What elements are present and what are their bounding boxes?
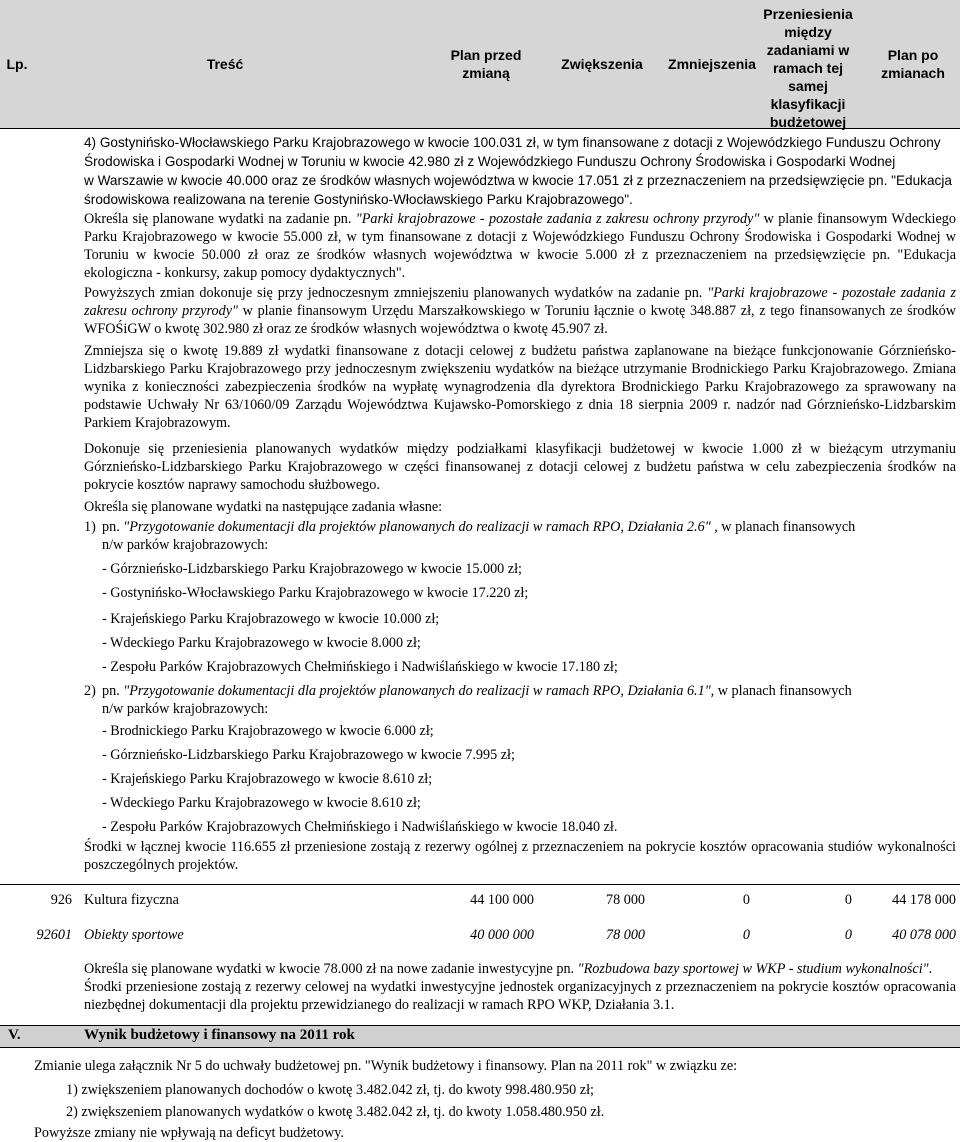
header-plan-przed: Plan przed zmianą [450, 47, 522, 81]
row-926-zwiekszenia: 78 000 [605, 892, 645, 908]
para8-line2: Środki przeniesione zostają z rezerwy celowej na wydatki inwestycyjne jednostek organizacyjnych z przeznaczeniem na pokrycie kosztów opracowania niezbędnej dokumentacji dla projektu przewidzianego do realizacji w ramach RPO WKP, Działania 3.1. [84, 979, 956, 1013]
row-926-plan-po: 44 178 000 [892, 892, 956, 908]
para2-task-name: "Parki krajobrazowe - pozostałe zadania z zakresu ochrony przyrody" [355, 211, 760, 227]
item2-park: - Brodnickiego Parku Krajobrazowego w kwocie 6.000 zł; [102, 723, 434, 739]
header-zmniejszenia: Zmniejszenia [668, 56, 756, 72]
para1-line4: środowiskowa realizowana na terenie Gostynińsko-Włocławskiego Parku Krajobrazowego". [84, 192, 633, 207]
header-zwiekszenia: Zwiększenia [561, 56, 643, 72]
item2-park: - Zespołu Parków Krajobrazowych Chełmińskiego i Nadwiślańskiego w kwocie 18.040 zł. [102, 819, 618, 835]
para1-line3: w Warszawie w kwocie 40.000 oraz ze środków własnych województwa w kwocie 17.051 zł z przeznaczeniem na przedsięwzięcie pn. "Edukacja [84, 173, 952, 188]
item1-park: - Krajeńskiego Parku Krajobrazowego w kwocie 10.000 zł; [102, 611, 440, 627]
row-926-tresc: Kultura fizyczna [84, 892, 179, 908]
para4: Zmniejsza się o kwotę 19.889 zł wydatki finansowane z dotacji celowej z budżetu państwa zaplanowane na bieżące funkcjonowanie Górznieńsko-Lidzbarskiego Parku Krajobrazowego przy jednoczesnym zwiększeniu wydatków na bieżące utrzymanie Brodnickiego Parku Krajobrazowego. Zmiana wynika z konieczności zabezpieczenia środków na wypłatę wynagrodzenia dla dyrektora Brodnickiego Parku Krajobrazowego za sprawowany na podstawie Uchwały Nr 63/1060/09 Zarządu Województwa Kujawsko-Pomorskiego z dnia 18 sierpnia 2009 r. nadzór nad Górznieńsko-Lidzbarskim Parkiem Krajobrazowym. [84, 343, 956, 431]
para2-text-c: w planie finansowym Wdeckiego Parku Krajobrazowego w kwocie 55.000 zł, w tym finansowane z dotacji z Wojewódzkiego Funduszu Ochrony Środowiska i Gospodarki Wodnej w Toruniu w kwocie 50.000 zł oraz ze środków własnych województwa w kwocie 5.000 zł z przeznaczeniem na przedsięwzięcie pn. "Edukacja ekologiczna - konkursy, zakup pomocy dydaktycznych". [84, 211, 956, 281]
item1-line2: n/w parków krajobrazowych: [102, 537, 269, 553]
para3-task-name: "Parki krajobrazowe - pozostałe zadania z zakresu ochrony przyrody" [84, 285, 956, 319]
item1-post: , w planach finansowych [710, 519, 856, 535]
header-przeniesienia: Przeniesienia między zadaniami w ramach tej samej klasyfikacji budżetowej [763, 6, 853, 130]
item1-title: "Przygotowanie dokumentacji dla projektów planowanych do realizacji w ramach RPO, Działania 2.6" [123, 519, 711, 535]
row-92601-lp: 92601 [36, 927, 72, 943]
row-926-przeniesienia: 0 [844, 892, 852, 908]
row-92601-zmniejszenia: 0 [742, 927, 750, 943]
section-v-heading [0, 1025, 960, 1048]
row-92601-zwiekszenia: 78 000 [605, 927, 645, 943]
para2-text-a: Określa się planowane wydatki na zadanie pn. [84, 211, 356, 227]
item1-line1 [102, 518, 855, 536]
para3-text-a: Powyższych zmian dokonuje się przy jednoczesnym zmniejszeniu planowanych wydatków na zadanie pn. [84, 285, 708, 301]
item1-park: - Zespołu Parków Krajobrazowych Chełmińskiego i Nadwiślańskiego w kwocie 17.180 zł; [102, 659, 618, 675]
section-v-number: V. [8, 1027, 21, 1043]
header-plan-po: Plan po zmianach [881, 47, 945, 81]
header-tresc: Treść [206, 56, 244, 72]
row-92601-plan-po: 40 078 000 [892, 927, 956, 943]
item1-park: - Górznieńsko-Lidzbarskiego Parku Krajobrazowego w kwocie 15.000 zł; [102, 561, 522, 577]
row-926-lp: 926 [50, 892, 72, 908]
para1-line2: Środowiska i Gospodarki Wodnej w Toruniu w kwocie 42.980 zł z Wojewódzkiego Funduszu Ochrony Środowiska i Gospodarki Wodnej [84, 154, 896, 169]
header-lp: Lp. [6, 56, 28, 72]
item2-title: "Przygotowanie dokumentacji dla projektów planowanych do realizacji w ramach RPO, Działania 6.1", [123, 683, 715, 699]
para7: Środki w łącznej kwocie 116.655 zł przeniesione zostają z rezerwy ogólnej z przeznaczeniem na pokrycie kosztów opracowania studiów wykonalności poszczególnych projektów. [84, 839, 956, 873]
header-rule [0, 128, 960, 129]
final-line4: Powyższe zmiany nie wpływają na deficyt budżetowy. [34, 1125, 344, 1141]
row-926-plan-przed: 44 100 000 [470, 892, 534, 908]
section-v-title: Wynik budżetowy i finansowy na 2011 rok [84, 1027, 355, 1043]
item2-number: 2) [84, 683, 96, 699]
item2-pre: pn. [102, 683, 124, 699]
item2-park: - Krajeńskiego Parku Krajobrazowego w kwocie 8.610 zł; [102, 771, 433, 787]
table-header [0, 0, 960, 128]
item2-post: w planach finansowych [714, 683, 852, 699]
item2-line1 [102, 682, 852, 700]
para8-text-c: . [928, 961, 933, 977]
para1-line1: 4) Gostynińsko-Włocławskiego Parku Krajobrazowego w kwocie 100.031 zł, w tym finansowane z dotacji z Wojewódzkiego Funduszu Ochrony [84, 135, 941, 150]
item1-park: - Gostynińsko-Włocławskiego Parku Krajobrazowego w kwocie 17.220 zł; [102, 585, 529, 601]
item2-park: - Górznieńsko-Lidzbarskiego Parku Krajobrazowego w kwocie 7.995 zł; [102, 747, 515, 763]
final-line1: Zmianie ulega załącznik Nr 5 do uchwały budżetowej pn. "Wynik budżetowy i finansowy. Plan na 2011 rok" w związku ze: [34, 1058, 738, 1074]
para8-text-a: Określa się planowane wydatki w kwocie 78.000 zł na nowe zadanie inwestycyjne pn. [84, 961, 578, 977]
item1-pre: pn. [102, 519, 124, 535]
row-926-rule [0, 884, 960, 885]
final-line2: 1) zwiększeniem planowanych dochodów o kwotę 3.482.042 zł, tj. do kwoty 998.480.950 zł; [66, 1082, 594, 1098]
para3 [84, 284, 956, 338]
item2-park: - Wdeckiego Parku Krajobrazowego w kwocie 8.610 zł; [102, 795, 421, 811]
row-92601-przeniesienia: 0 [844, 927, 852, 943]
item2-line2: n/w parków krajobrazowych: [102, 701, 269, 717]
row-926-zmniejszenia: 0 [742, 892, 750, 908]
row-92601-tresc: Obiekty sportowe [84, 927, 184, 943]
item1-park: - Wdeckiego Parku Krajobrazowego w kwocie 8.000 zł; [102, 635, 421, 651]
para8 [84, 960, 956, 1014]
para2 [84, 210, 956, 282]
para8-task-name: "Rozbudowa bazy sportowej w WKP - studium wykonalności" [577, 961, 929, 977]
para6: Określa się planowane wydatki na następujące zadania własne: [84, 499, 443, 515]
final-line3: 2) zwiększeniem planowanych wydatków o kwotę 3.482.042 zł, tj. do kwoty 1.058.480.950 zł. [66, 1104, 605, 1120]
row-92601-plan-przed: 40 000 000 [470, 927, 534, 943]
para3-text-c: w planie finansowym Urzędu Marszałkowskiego w Toruniu łącznie o kwotę 348.887 zł, z tego finansowanych ze środków WFOŚiGW o kwotę 302.980 zł oraz ze środków własnych województwa o kwotę 45.907 zł. [84, 303, 956, 337]
item1-number: 1) [84, 519, 96, 535]
para5: Dokonuje się przeniesienia planowanych wydatków między podziałkami klasyfikacji budżetowej w kwocie 1.000 zł w bieżącym utrzymaniu Górznieńsko-Lidzbarskiego Parku Krajobrazowego w części finansowanej z dotacji celowej z budżetu państwa w celu zabezpieczenia środków na pokrycie kosztów naprawy samochodu służbowego. [84, 441, 956, 493]
